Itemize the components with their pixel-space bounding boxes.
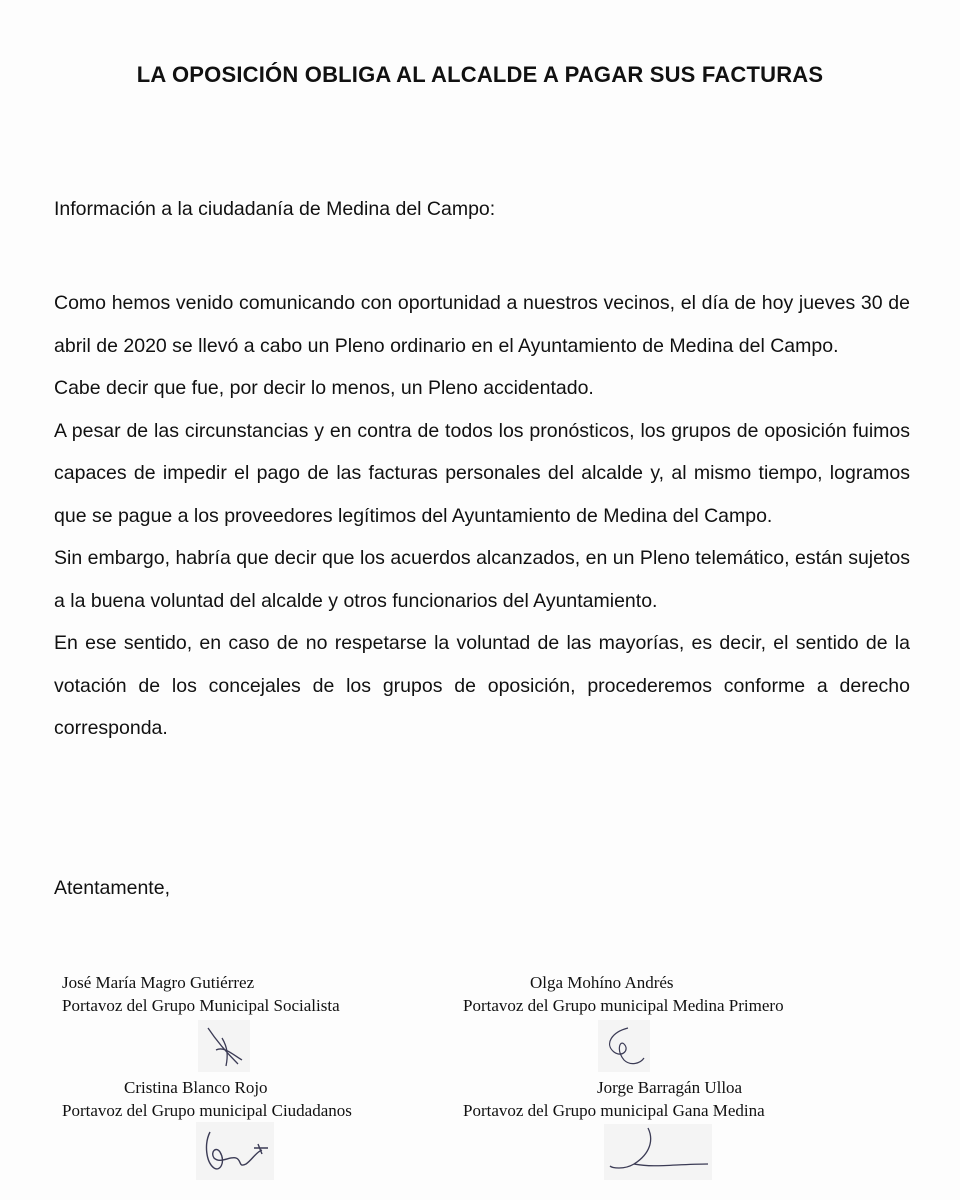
paragraph: Sin embargo, habría que decir que los acuerdos alcanzados, en un Pleno telemático, están sujetos a la buena voluntad del alcalde y otros funcionarios del Ayuntamiento. bbox=[54, 547, 910, 612]
greeting-line: Información a la ciudadanía de Medina del Campo: bbox=[54, 198, 496, 220]
paragraph: En ese sentido, en caso de no respetarse la voluntad de las mayorías, es decir, el sentido de la votación de los concejales de los grupos de oposición, procederemos conforme a derecho corresponda. bbox=[54, 632, 910, 739]
signatory-block-gana-medina bbox=[463, 1076, 765, 1122]
paragraph: Como hemos venido comunicando con oportunidad a nuestros vecinos, el día de hoy jueves 30 de abril de 2020 se llevó a cabo un Pleno ordinario en el Ayuntamiento de Medina del Campo. bbox=[54, 292, 910, 357]
signatory-role: Portavoz del Grupo municipal Medina Primero bbox=[463, 996, 784, 1015]
signatory-block-socialista bbox=[62, 971, 340, 1017]
signatory-block-ciudadanos bbox=[62, 1076, 352, 1122]
body-text bbox=[54, 282, 910, 750]
signatory-name: José María Magro Gutiérrez bbox=[62, 973, 255, 992]
signatory-role: Portavoz del Grupo municipal Gana Medina bbox=[463, 1101, 765, 1120]
signatory-name: Cristina Blanco Rojo bbox=[124, 1078, 268, 1097]
document-title: LA OPOSICIÓN OBLIGA AL ALCALDE A PAGAR SUS FACTURAS bbox=[136, 62, 824, 87]
signatory-block-medina-primero bbox=[463, 971, 784, 1017]
signature-ciudadanos bbox=[196, 1122, 274, 1180]
signature-socialista bbox=[198, 1020, 250, 1072]
paragraph: Cabe decir que fue, por decir lo menos, un Pleno accidentado. bbox=[54, 377, 594, 399]
signatory-role: Portavoz del Grupo municipal Ciudadanos bbox=[62, 1101, 352, 1120]
signatory-name: Jorge Barragán Ulloa bbox=[597, 1078, 743, 1097]
paragraph: A pesar de las circunstancias y en contra de todos los pronósticos, los grupos de oposición fuimos capaces de impedir el pago de las facturas personales del alcalde y, al mismo tiempo, logramos que se pague a los proveedores legítimos del Ayuntamiento de Medina del Campo. bbox=[54, 419, 910, 527]
closing-line: Atentamente, bbox=[54, 877, 170, 899]
signature-medina-primero bbox=[598, 1020, 650, 1072]
signature-gana-medina bbox=[604, 1124, 712, 1180]
signatory-role: Portavoz del Grupo Municipal Socialista bbox=[62, 996, 340, 1015]
signatory-name: Olga Mohíno Andrés bbox=[530, 973, 674, 992]
